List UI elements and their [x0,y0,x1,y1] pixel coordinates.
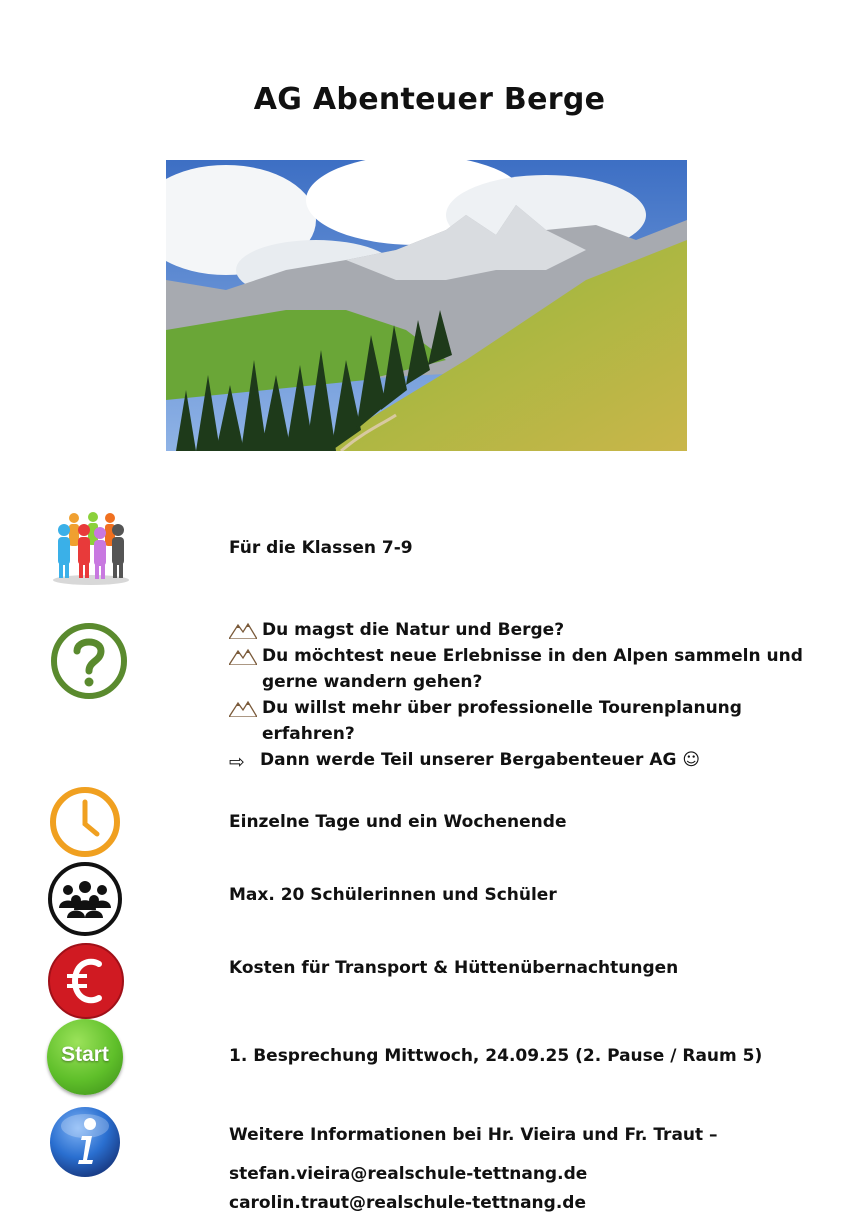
question-item [229,695,819,747]
question-text: Du magst die Natur und Berge? [262,620,565,640]
euro-icon [47,942,125,1020]
question-list [229,617,819,773]
question-item [229,643,819,695]
mountain-icon [229,647,257,665]
group-of-people-icon [50,506,132,586]
start-label: Start [61,1043,109,1066]
mountain-icon [229,699,257,717]
costs-text: Kosten für Transport & Hüttenübernachtungen [229,958,679,978]
mountain-icon [229,621,257,639]
email-link[interactable]: stefan.vieira@realschule-tettnang.de [229,1164,588,1184]
people-group-icon [46,860,124,938]
email-link[interactable]: carolin.traut@realschule-tettnang.de [229,1193,586,1213]
clock-icon [48,785,122,859]
info-icon [47,1104,123,1180]
smiley-icon: ☺ [682,750,701,770]
question-text: Du möchtest neue Erlebnisse in den Alpen sammeln und gerne wandern gehen? [262,646,803,692]
meeting-text: 1. Besprechung Mittwoch, 24.09.25 (2. Pause / Raum 5) [229,1046,763,1066]
question-item [229,617,819,643]
classes-text: Für die Klassen 7-9 [229,538,413,558]
page-title: AG Abenteuer Berge [253,82,606,117]
start-button-icon [47,1019,123,1095]
right-arrow-icon: ⇨ [229,751,245,773]
capacity-text: Max. 20 Schülerinnen und Schüler [229,885,557,905]
call-to-action [229,747,819,773]
info-text: Weitere Informationen bei Hr. Vieira und Fr. Traut – [229,1125,718,1145]
mountain-photo [166,160,687,451]
schedule-text: Einzelne Tage und ein Wochenende [229,812,567,832]
question-mark-icon [49,621,129,701]
cta-text: Dann werde Teil unserer Bergabenteuer AG [260,750,677,770]
question-text: Du willst mehr über professionelle Tourenplanung erfahren? [262,698,742,744]
